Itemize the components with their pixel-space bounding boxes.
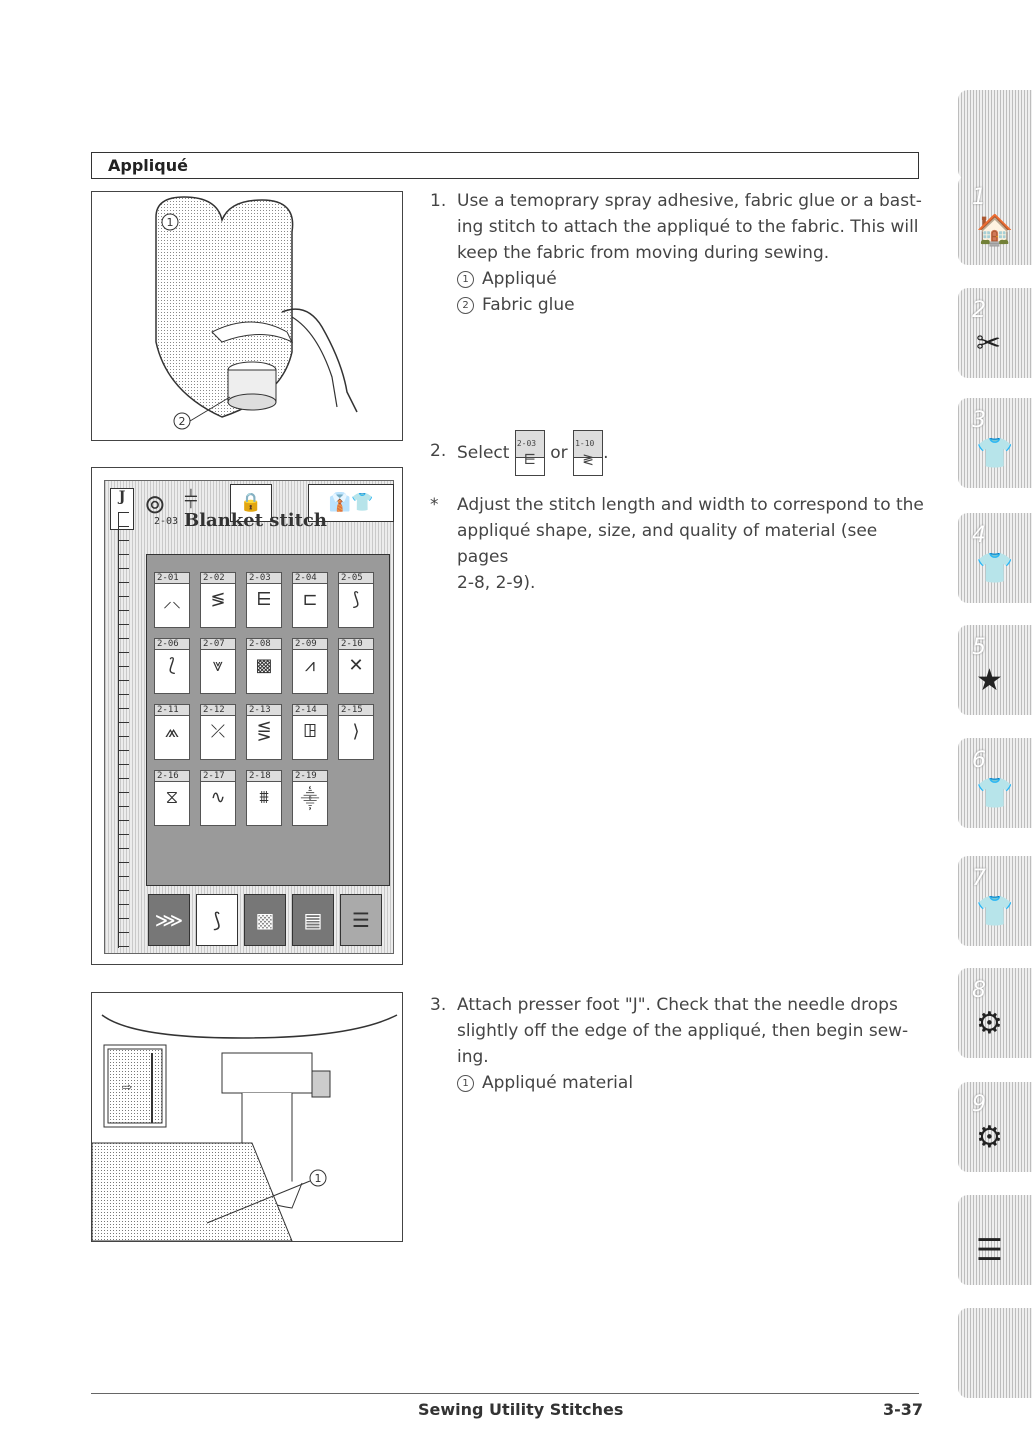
or-word: or [550,443,568,463]
step-3-line: ing. [457,1047,489,1067]
chapter-tab[interactable] [958,398,1032,488]
stitch-button-2-11[interactable] [154,704,190,760]
stitch-code: 2-19 [293,771,327,782]
chapter-tab-number: 3 [972,408,986,433]
chapter-tab-icon: ★ [976,663,1003,698]
note-mark: * [430,495,439,515]
foot-letter: J [118,489,126,505]
chapter-tab-icon: ☰ [976,1233,1003,1268]
stitch-pattern-icon: ∿ [210,787,226,808]
legend-item [457,1070,908,1096]
needle-position-icon: ⫩ [184,486,198,514]
stitch-pattern-icon: ⧖ [165,787,179,808]
chapter-tab-icon: 👕 [976,436,1014,471]
stitch-button-2-01[interactable] [154,572,190,628]
stitch-code: 2-09 [293,639,327,650]
stitch-code: 2-18 [247,771,281,782]
step-2-number: 2. [430,441,447,461]
stitch-pattern-icon: ▩ [255,655,273,676]
legend-label: Fabric glue [482,295,575,315]
stitch-button-2-15[interactable] [338,704,374,760]
stitch-button-2-09[interactable] [292,638,328,694]
chapter-tab-number: 7 [972,866,986,891]
chapter-tab-number: 4 [972,523,986,548]
stitch-button-2-07[interactable] [200,638,236,694]
legend-mark: 2 [457,297,474,314]
stitch-pattern-icon: ⩘ [304,655,316,676]
stitch-code: 2-04 [293,573,327,584]
stitch-code: 2-03 [247,573,281,584]
stitch-button-2-13[interactable] [246,704,282,760]
chapter-tab-number: 1 [972,185,986,210]
figure-presser-foot [91,992,403,1242]
page-number: 3-37 [883,1400,924,1419]
legend-item [457,266,922,292]
category-tab[interactable]: ▤ [292,894,334,946]
chapter-tab[interactable] [958,175,1032,265]
callout-1: 1 [314,1172,322,1185]
stitch-code: 2-02 [201,573,235,584]
stitch-button-2-05[interactable] [338,572,374,628]
stitch-button-2-02[interactable] [200,572,236,628]
stitch-button-2-12[interactable] [200,704,236,760]
stitch-pattern-icon: ≶ [210,589,226,610]
chapter-tab-icon: 👕 [976,551,1014,586]
chapter-tab-number: 9 [972,1092,986,1117]
section-title: Appliqué [108,156,188,175]
stitch-code: 2-16 [155,771,189,782]
selected-stitch-name: Blanket stitch [184,510,327,531]
stitch-button-2-10[interactable] [338,638,374,694]
stitch-pattern-icon: ⩔ [212,655,224,676]
stitch-button-2-17[interactable] [200,770,236,826]
stitch-pattern-icon: ⋚ [256,721,272,742]
callout-2: 2 [178,415,186,428]
legend-label: Appliqué material [482,1073,634,1093]
stitch-pattern-icon: ꖸ [303,721,317,742]
category-tab[interactable]: ⟆ [196,894,238,946]
stitch-2-03-button[interactable] [515,430,545,476]
stitch-pattern-icon: ⤫ [210,721,226,742]
stitch-ruler [118,512,129,948]
chapter-tab[interactable] [958,968,1032,1058]
period: . [603,443,609,463]
chapter-tab[interactable] [958,738,1032,828]
chapter-tab-icon: ⚙ [976,1120,1003,1155]
stitch-button-2-03[interactable] [246,572,282,628]
footer-rule [91,1393,919,1394]
chapter-tab-icon: ⚙ [976,1006,1003,1041]
chapter-tab[interactable] [958,513,1032,603]
stitch-pattern-icon: ⟅ [168,655,176,676]
clothing-mode-button[interactable]: 👔👕 [308,484,394,522]
stitch-code: 2-08 [247,639,281,650]
stitch-pattern-icon: ⟆ [352,589,360,610]
category-tab[interactable]: ☰ [340,894,382,946]
chapter-tab-number: 5 [972,635,986,660]
legend-label: Appliqué [482,269,557,289]
stitch-code: 2-01 [155,573,189,584]
note-line: 2-8, 2-9). [457,573,536,593]
figure-applique-glue [91,191,403,441]
stitch-pattern-icon: ⸝⸜ [163,591,181,612]
chapter-tab[interactable] [958,1195,1032,1285]
footer-title: Sewing Utility Stitches [418,1400,624,1419]
svg-text:⇨: ⇨ [122,1080,133,1094]
legend-mark: 1 [457,271,474,288]
stitch-code: 2-06 [155,639,189,650]
stitch-code: 2-17 [201,771,235,782]
stitch-button-2-08[interactable] [246,638,282,694]
legend-item [457,292,922,318]
figure-lcd-screen [91,467,403,965]
stitch-code: 2-05 [339,573,373,584]
lock-key-button[interactable]: 🔒 [230,484,272,522]
stitch-code: 2-11 [155,705,189,716]
chapter-tab[interactable] [958,625,1032,715]
chapter-tab-icon: ✂ [976,326,1002,361]
button-code: 1-10 [574,431,602,458]
applique-illustration [92,192,402,440]
stitch-button-2-04[interactable] [292,572,328,628]
stitch-code: 2-14 [293,705,327,716]
stitch-pattern-icon: ✕ [348,655,364,676]
step-3-line: Attach presser foot "J". Check that the needle drops [457,995,898,1015]
stitch-button-2-06[interactable] [154,638,190,694]
chapter-tab-number: 6 [972,748,986,773]
chapter-tab[interactable] [958,856,1032,946]
legend-mark: 1 [457,1075,474,1092]
section-header [91,152,919,179]
step-1-line: keep the fabric from moving during sewing. [457,243,830,263]
category-tab[interactable]: ⋙ [148,894,190,946]
stitch-button-2-16[interactable] [154,770,190,826]
stitch-button-2-18[interactable] [246,770,282,826]
step-1-number: 1. [430,191,447,211]
chapter-tab[interactable] [958,288,1032,378]
step-3-number: 3. [430,995,447,1015]
stitch-code: 2-12 [201,705,235,716]
button-glyph: ⋿ [523,452,536,468]
select-word: Select [457,443,510,463]
step-1-line: ing stitch to attach the appliqué to the fabric. This will [457,217,919,237]
button-code: 2-03 [516,431,544,458]
chapter-tab[interactable] [958,1308,1032,1398]
bobbin-icon: ⊚ [144,490,166,520]
step-1-line: Use a temoprary spray adhesive, fabric glue or a bast- [457,191,922,211]
stitch-pattern-icon: ⋿ [256,589,272,610]
chapter-tab-icon: 👕 [976,894,1014,929]
stitch-code: 2-15 [339,705,373,716]
stitch-1-10-button[interactable] [573,430,603,476]
chapter-tab-number: 8 [972,978,986,1003]
stitch-button-2-19[interactable] [292,770,328,826]
stitch-pattern-icon: ⩕ [164,721,180,742]
note-line: appliqué shape, size, and quality of material (see pages [457,521,878,567]
presser-foot-illustration [92,993,402,1241]
stitch-pattern-icon: ⩩ [259,787,269,808]
chapter-tab[interactable] [958,90,1032,180]
stitch-code: 2-13 [247,705,281,716]
category-tab[interactable]: ▩ [244,894,286,946]
button-glyph: ≷ [582,452,594,468]
chapter-tab-icon: 🏠 [976,213,1014,248]
stitch-code: 2-07 [201,639,235,650]
stitch-button-2-14[interactable] [292,704,328,760]
chapter-tab-icon: 👕 [976,776,1014,811]
callout-1: 1 [166,216,174,229]
stitch-pattern-icon: ⟩ [352,721,360,742]
step-3-line: slightly off the edge of the appliqué, then begin sew- [457,1021,909,1041]
note-line: Adjust the stitch length and width to correspond to the [457,495,924,515]
chapter-tab-number: 2 [972,298,986,323]
stitch-code: 2-10 [339,639,373,650]
chapter-tab[interactable] [958,1082,1032,1172]
stitch-pattern-icon: ⊏ [302,589,318,610]
selected-stitch-code: 2-03 [154,516,179,527]
stitch-pattern-icon: ⸎ [300,789,320,810]
